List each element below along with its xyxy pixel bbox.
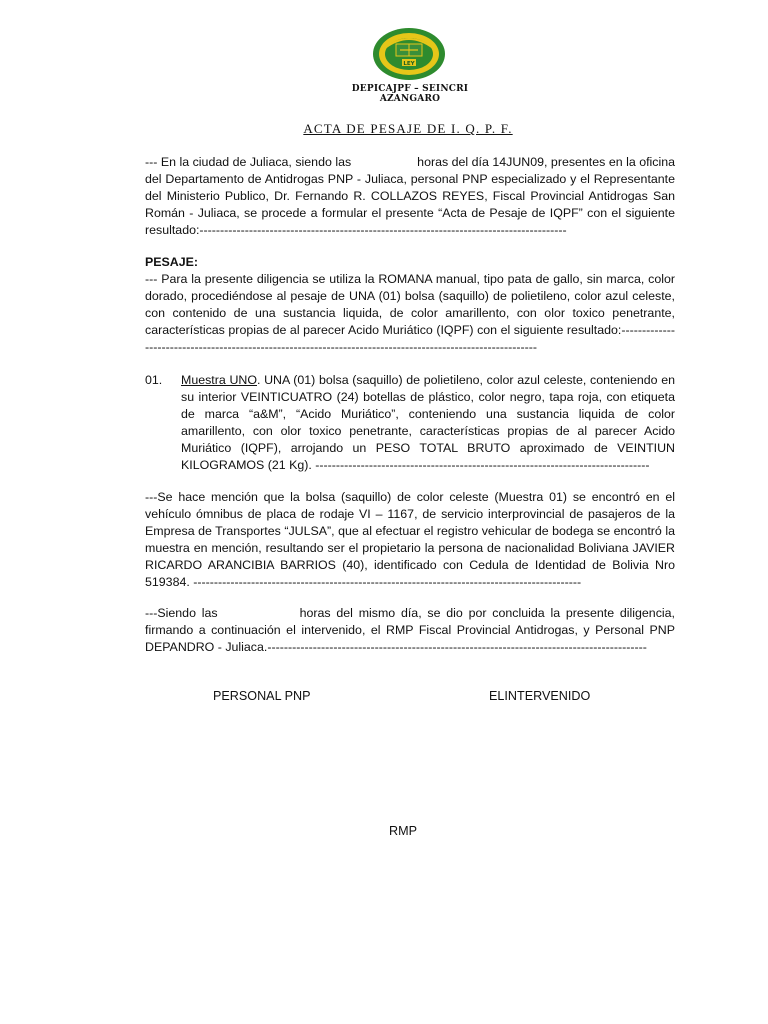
intro-part-2: horas del día 14JUN09, presentes en la oficina del Departamento de Antidrogas PNP - Juliaca, personal PNP especializado y el Representante del Ministerio Publico, Dr. Fernando R. COLLAZOS REYES, Fiscal Provincial Antidrogas San Román - Juliaca, se procede a formular el presente “Acta de Pesaje de IQPF” con el siguiente resultado:-----------------------------------------------------------------------------------------: [145, 155, 676, 237]
org-line-1: DEPICAJPF – SEINCRI: [351, 84, 469, 94]
item-number: 01.: [145, 373, 163, 387]
item-body: [181, 372, 675, 474]
signature-rmp: RMP: [389, 824, 417, 838]
intro-paragraph: [145, 154, 675, 239]
pesaje-paragraph: --- Para la presente diligencia se utiliza la ROMANA manual, tipo pata de gallo, sin marca, color dorado, procediéndose al pesaje de UNA (01) bolsa (saquillo) de polietileno, color azul celeste, con contenido de una sustancia liquida, de color amarillento, con olor toxico penetrante, características propias de al parecer Acido Muriático (IQPF) con el siguiente resultado:------------------------------------------------------------------------------------------------------------: [145, 272, 675, 354]
closing-paragraph: [145, 605, 675, 656]
seal-logo: [370, 26, 448, 82]
intro-part-1: --- En la ciudad de Juliaca, siendo las: [145, 155, 352, 169]
closing-part-2: horas del mismo día, se dio por concluida la presente diligencia, firmando a continuación el intervenido, el RMP Fiscal Provincial Antidrogas, y Personal PNP DEPANDRO - Juliaca.--------------------------------------------------------------------------------------------: [145, 606, 675, 654]
mention-paragraph: ---Se hace mención que la bolsa (saquillo) de color celeste (Muestra 01) se encontró en el vehículo ómnibus de placa de rodaje VI – 1167, de servicio interprovincial de pasajeros de la Empresa de Transportes “JULSA”, que al efectuar el registro vehicular de bodega se encontró la muestra en mención, resultando ser el propietario la persona de nacionalidad Boliviana JAVIER RICARDO ARANCIBIA BARRIOS (40), identificado con Cedula de Identidad de Bolivia Nro 519384. ----------------------------------------------------------------------------------------------: [145, 490, 675, 589]
signature-intervenido: ELINTERVENIDO: [489, 689, 591, 703]
pesaje-heading: PESAJE:: [145, 255, 199, 269]
seal-text: LEY: [403, 61, 415, 67]
item-text: . UNA (01) bolsa (saquillo) de polietileno, color azul celeste, conteniendo en su interior VEINTICUATRO (24) botellas de plástico, color negro, tapa roja, con etiqueta de marca “a&M”, “Acido Muriático”, conteniendo una sustancia liquida de color amarillento, con olor toxico penetrante, características propias de al parecer Acido Muriático (IQPF), arrojando un PESO TOTAL BRUTO aproximado de VEINTIUN KILOGRAMOS (21 Kg). ---------------------------------------------------------------------------------: [181, 373, 675, 472]
item-label: Muestra UNO: [181, 373, 257, 387]
signature-personal-pnp: PERSONAL PNP: [213, 689, 311, 703]
closing-part-1: ---Siendo las: [145, 606, 218, 620]
org-line-2: AZANGARO: [379, 94, 441, 104]
document-title: ACTA DE PESAJE DE I. Q. P. F.: [303, 121, 513, 136]
